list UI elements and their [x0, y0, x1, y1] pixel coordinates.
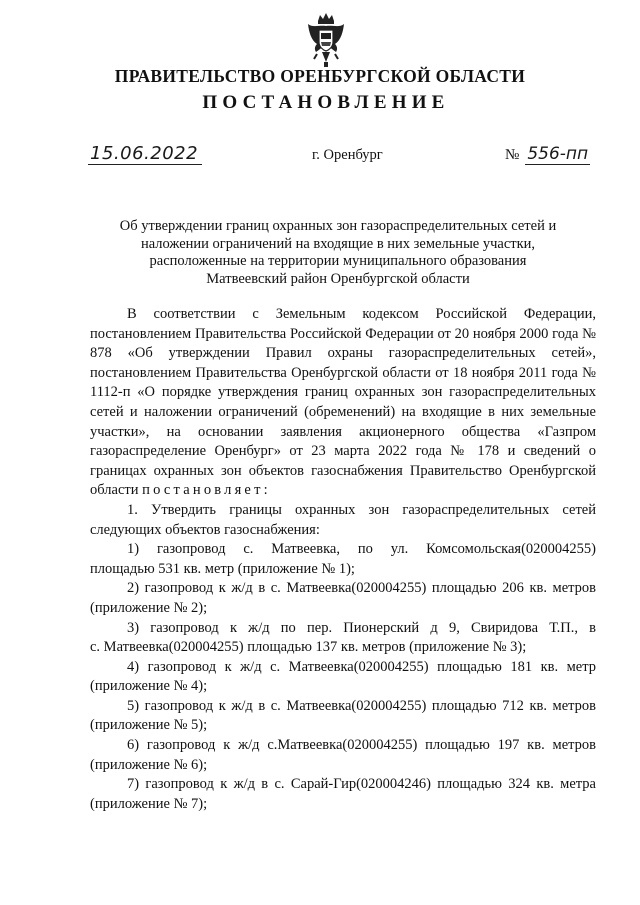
list-item-continuation: с. Матвеевка(020004255) площадью 137 кв. метров (приложение № 3); — [90, 639, 527, 656]
clause-1: 1. Утвердить границы охранных зон газораспределительных сетей следующих объектов газоснабжения: — [90, 501, 596, 538]
coat-of-arms-icon — [305, 12, 347, 68]
number-value: 556-пп — [527, 144, 589, 164]
number-sign: № — [505, 147, 520, 163]
list-item-first-line: 6) газопровод к ж/д с.Матвеевка(020004255) площадью 197 кв. метров — [127, 737, 596, 754]
list-item-first-line: 1) газопровод с. Матвеевка, по ул. Комсомольская(020004255) — [127, 541, 596, 558]
list-item-continuation: площадью 531 кв. метр (приложение № 1); — [90, 560, 355, 577]
list-item-first-line: 7) газопровод к ж/д в с. Сарай-Гир(020004246) площадью 324 кв. метра — [127, 776, 596, 793]
preamble-verb: постановляет: — [142, 482, 271, 499]
organization-name: ПРАВИТЕЛЬСТВО ОРЕНБУРГСКОЙ ОБЛАСТИ — [114, 66, 526, 86]
preamble-paragraph — [90, 305, 596, 501]
list-item-first-line: 4) газопровод к ж/д с. Матвеевка(020004255) площадью 181 кв. метр — [127, 658, 596, 675]
list-item-continuation: (приложение № 2); — [90, 599, 208, 616]
document-title — [90, 218, 586, 288]
list-item-first-line: 2) газопровод к ж/д в с. Матвеевка(020004255) площадью 206 кв. метров — [127, 580, 596, 597]
document-date: 15.06.2022 — [88, 144, 202, 165]
list-item-first-line: 3) газопровод к ж/д по пер. Пионерский д 9, Свиридова Т.П., в — [127, 619, 596, 636]
list-item-continuation: (приложение № 6); — [90, 756, 208, 773]
title-line: Матвеевский район Оренбургской области — [206, 270, 470, 287]
document-number — [505, 144, 590, 165]
preamble-text: В соответствии с Земельным кодексом Российской Федерации, постановлением Правительства Российской Федерации от 20 ноября 2000 года № 878 «Об утверждении Правил охраны газораспределительных сетей», постановлением Правительства Оренбургской области от 18 ноября 2011 года № 1112-п «О порядке утверждения границ охранных зон газораспределительных сетей и наложении ограничений (обременений) на входящие в них земельные участки», на основании заявления акционерного общества «Газпром газораспределение Оренбург» от 23 марта 2022 года № 178 и сведений о границах охранных зон объектов газоснабжения Правительство Оренбургской области — [90, 306, 596, 499]
document-city: г. Оренбург — [312, 147, 383, 163]
list-item-continuation: (приложение № 5); — [90, 717, 208, 734]
title-line: расположенные на территории муниципального образования — [149, 253, 527, 270]
list-item-continuation: (приложение № 4); — [90, 678, 208, 695]
list-item-continuation: (приложение № 7); — [90, 795, 208, 812]
document-type: ПОСТАНОВЛЕНИЕ — [202, 92, 450, 113]
document-body — [90, 305, 596, 814]
list-item-first-line: 5) газопровод к ж/д в с. Матвеевка(020004255) площадью 712 кв. метров — [127, 697, 596, 714]
title-line: наложении ограничений на входящие в них земельные участки, — [140, 235, 536, 252]
title-line: Об утверждении границ охранных зон газораспределительных сетей и — [119, 218, 557, 234]
